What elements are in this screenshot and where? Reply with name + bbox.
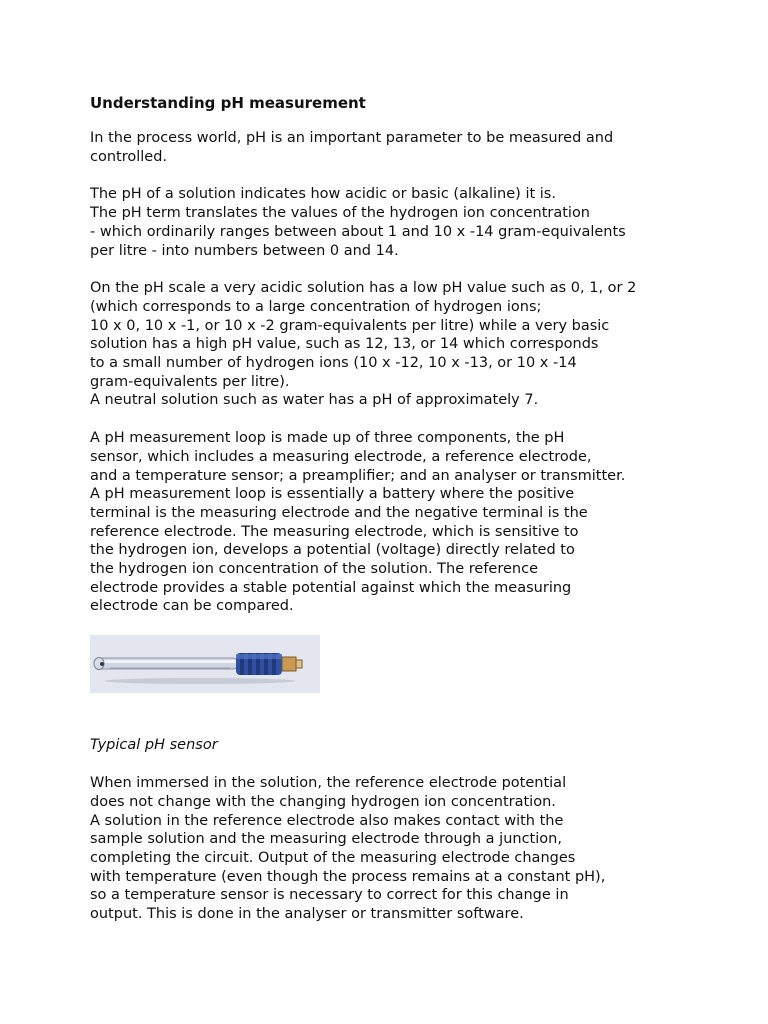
paragraph-reference-electrode	[90, 774, 730, 924]
text-line: per litre - into numbers between 0 and 14.	[90, 242, 399, 259]
ph-sensor-photo	[90, 635, 320, 693]
paragraph-ph-scale	[90, 279, 730, 410]
text-line: When immersed in the solution, the reference electrode potential	[90, 775, 567, 792]
text-line: The pH term translates the values of the hydrogen ion concentration	[90, 205, 591, 222]
text-line: On the pH scale a very acidic solution has a low pH value such as 0, 1, or 2	[90, 280, 637, 297]
paragraph-ph-definition	[90, 185, 730, 260]
text-line: electrode can be compared.	[90, 598, 294, 615]
text-line: completing the circuit. Output of the measuring electrode changes	[90, 849, 576, 866]
text-line: A pH measurement loop is made up of three components, the pH	[90, 430, 565, 447]
text-line: does not change with the changing hydrogen ion concentration.	[90, 793, 556, 810]
text-line: A neutral solution such as water has a pH of approximately 7.	[90, 392, 539, 409]
ph-sensor-illustration	[90, 635, 320, 693]
text-line: reference electrode. The measuring electrode, which is sensitive to	[90, 523, 579, 540]
text-line: and a temperature sensor; a preamplifier; and an analyser or transmitter.	[90, 467, 626, 484]
text-line: so a temperature sensor is necessary to correct for this change in	[90, 887, 569, 904]
text-line: sample solution and the measuring electrode through a junction,	[90, 831, 562, 848]
text-line: The pH of a solution indicates how acidic or basic (alkaline) it is.	[90, 186, 556, 203]
text-line: electrode provides a stable potential against which the measuring	[90, 579, 572, 596]
text-line: In the process world, pH is an important parameter to be measured and	[90, 130, 614, 146]
text-line: to a small number of hydrogen ions (10 x -12, 10 x -13, or 10 x -14	[90, 355, 577, 372]
text-line: controlled.	[90, 148, 168, 165]
text-line: 10 x 0, 10 x -1, or 10 x -2 gram-equivalents per litre) while a very basic	[90, 317, 610, 334]
text-line: (which corresponds to a large concentration of hydrogen ions;	[90, 298, 542, 315]
document-page	[90, 94, 730, 943]
paragraph-measurement-loop	[90, 429, 730, 616]
figure-caption: Typical pH sensor	[90, 737, 218, 754]
text-line: - which ordinarily ranges between about 1 and 10 x -14 gram-equivalents	[90, 223, 626, 240]
paragraph-intro	[90, 129, 730, 166]
text-line: sensor, which includes a measuring electrode, a reference electrode,	[90, 448, 592, 465]
text-line: output. This is done in the analyser or transmitter software.	[90, 906, 524, 923]
document-title: Understanding pH measurement	[90, 94, 366, 112]
text-line: terminal is the measuring electrode and the negative terminal is the	[90, 504, 588, 521]
text-line: the hydrogen ion concentration of the solution. The reference	[90, 561, 538, 578]
text-line: with temperature (even though the process remains at a constant pH),	[90, 868, 606, 885]
text-line: A pH measurement loop is essentially a battery where the positive	[90, 486, 575, 503]
text-line: gram-equivalents per litre).	[90, 373, 290, 390]
text-line: A solution in the reference electrode also makes contact with the	[90, 812, 564, 829]
text-line: solution has a high pH value, such as 12, 13, or 14 which corresponds	[90, 336, 599, 353]
text-line: the hydrogen ion, develops a potential (voltage) directly related to	[90, 542, 575, 559]
